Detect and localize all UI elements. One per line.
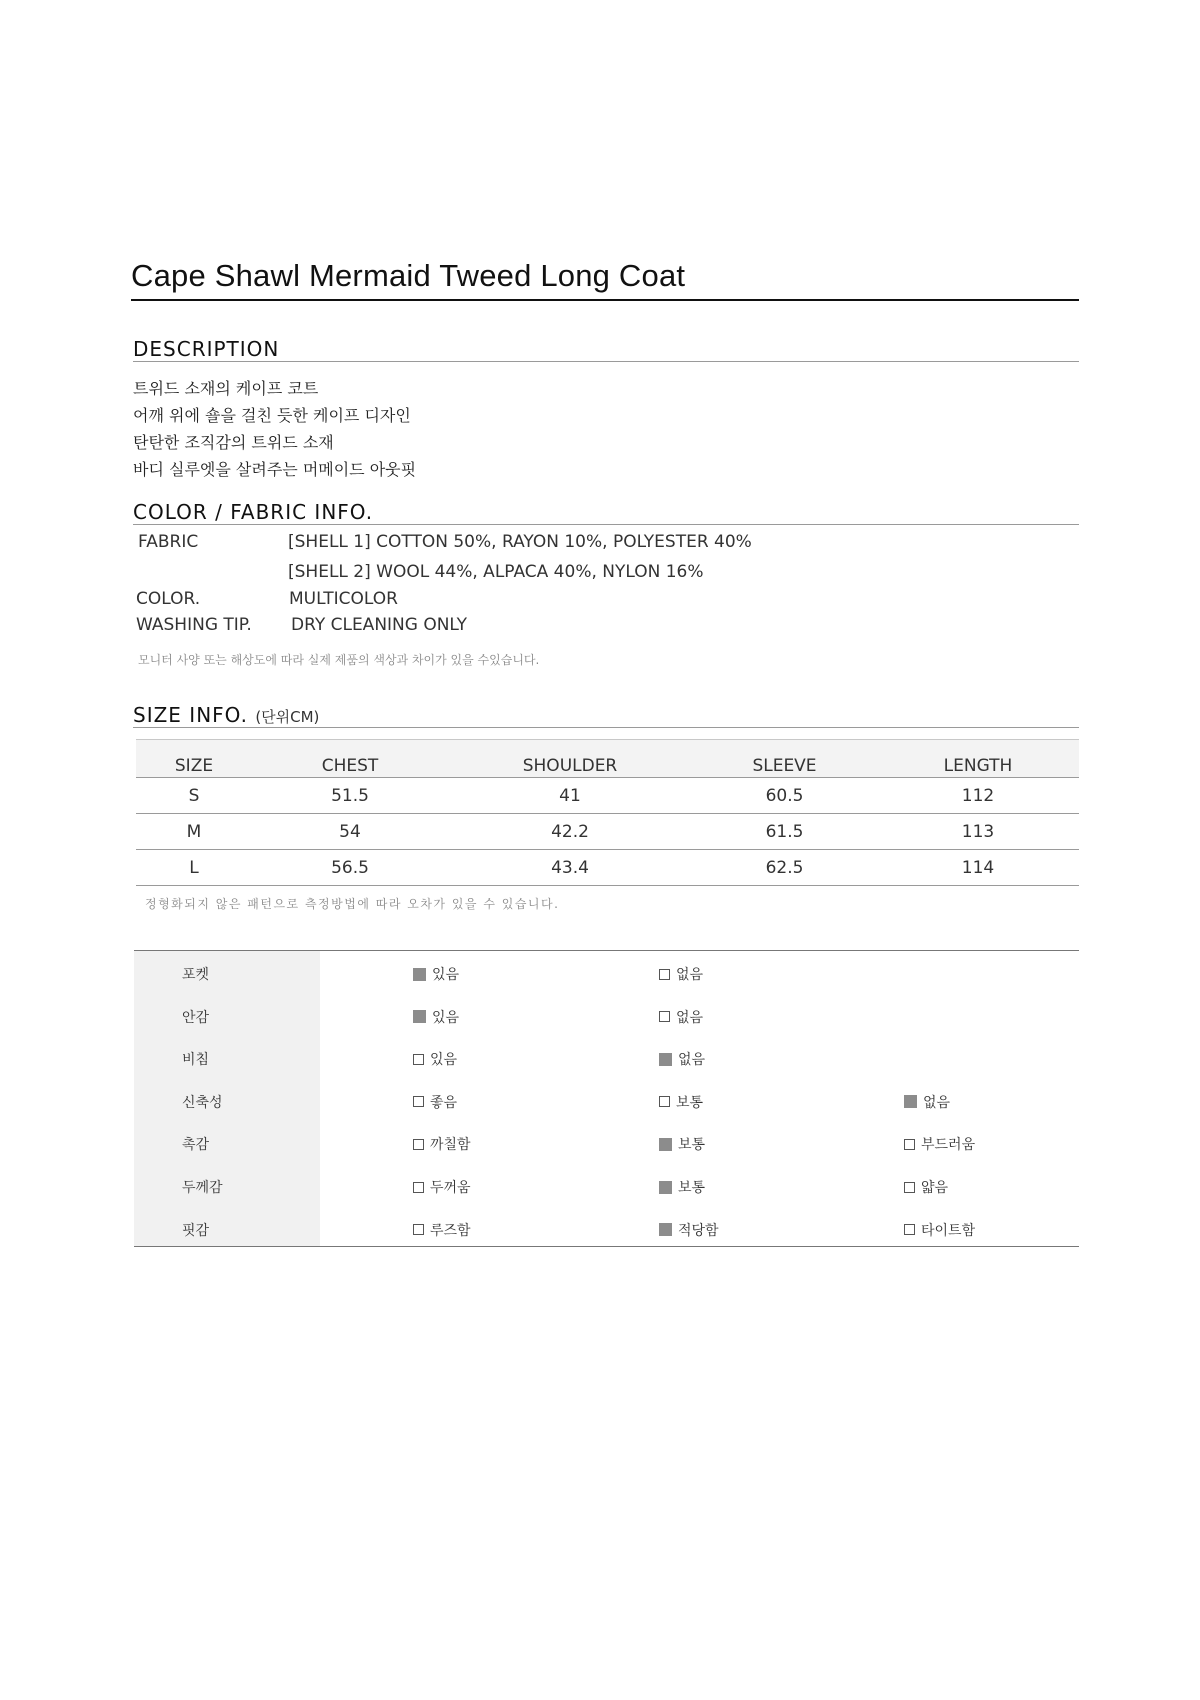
attribute-option-label: 적당함	[678, 1222, 719, 1239]
table-cell: 60.5	[692, 778, 877, 814]
column-header: SIZE	[136, 740, 252, 778]
description-heading: DESCRIPTION	[133, 337, 280, 361]
checked-box-icon	[659, 1223, 672, 1236]
attribute-option-label: 있음	[430, 1052, 458, 1069]
description-divider	[133, 361, 1079, 362]
color-value: MULTICOLOR	[289, 589, 398, 609]
attribute-option-label: 보통	[678, 1137, 706, 1154]
column-header: SHOULDER	[448, 740, 692, 778]
attribute-option	[413, 1220, 471, 1240]
description-line: 탄탄한 조직감의 트위드 소재	[133, 433, 334, 452]
table-cell: S	[136, 778, 252, 814]
attribute-label: 안감	[182, 1009, 210, 1026]
size-info-divider	[133, 727, 1079, 728]
description-line: 어깨 위에 숄을 걸친 듯한 케이프 디자인	[133, 406, 411, 425]
attribute-label: 신축성	[182, 1094, 223, 1111]
table-cell: 43.4	[448, 850, 692, 886]
attribute-option	[904, 1177, 948, 1197]
attribute-row	[134, 964, 1079, 984]
attribute-option-label: 부드러움	[921, 1137, 976, 1154]
attribute-option	[413, 1134, 471, 1154]
washing-value: DRY CLEANING ONLY	[291, 615, 468, 635]
attribute-option-label: 까칠함	[430, 1137, 471, 1154]
attribute-option	[659, 1134, 705, 1154]
attribute-row	[134, 1134, 1079, 1154]
table-cell: 112	[877, 778, 1079, 814]
attribute-label: 포켓	[182, 967, 210, 983]
attribute-option	[659, 1177, 705, 1197]
attribute-option-label: 좋음	[430, 1094, 458, 1111]
attribute-row	[134, 1092, 1079, 1112]
attribute-option-label: 타이트함	[921, 1222, 976, 1239]
checked-box-icon	[659, 1053, 672, 1066]
attribute-label: 두께감	[182, 1180, 223, 1196]
color-label: COLOR.	[136, 589, 201, 609]
attribute-option	[413, 1092, 457, 1112]
table-cell: 56.5	[252, 850, 448, 886]
fabric-label: FABRIC	[138, 532, 199, 552]
title-divider	[131, 299, 1079, 301]
description-line: 바디 실루엣을 살려주는 머메이드 아웃핏	[133, 460, 417, 479]
attribute-option-label: 얇음	[921, 1180, 949, 1196]
table-cell: 61.5	[692, 814, 877, 850]
table-row	[136, 814, 1079, 850]
attribute-label: 촉감	[182, 1137, 210, 1154]
attribute-label: 비침	[182, 1052, 210, 1069]
checked-box-icon	[413, 1010, 426, 1023]
washing-label: WASHING TIP.	[136, 615, 252, 635]
attribute-option	[904, 1092, 950, 1112]
table-row	[136, 778, 1079, 814]
attribute-option	[659, 1092, 703, 1112]
table-cell: M	[136, 814, 252, 850]
attribute-row	[134, 1177, 1079, 1197]
attribute-option-label: 없음	[676, 967, 704, 983]
checked-box-icon	[904, 1095, 917, 1108]
description-line: 트위드 소재의 케이프 코트	[133, 379, 319, 398]
table-cell: 62.5	[692, 850, 877, 886]
attribute-row	[134, 1049, 1079, 1069]
checked-box-icon	[413, 968, 426, 981]
attribute-option	[659, 964, 703, 984]
size-table	[136, 739, 1079, 886]
attribute-option	[413, 964, 459, 984]
unchecked-box-icon	[413, 1224, 424, 1235]
attribute-row	[134, 1220, 1079, 1240]
attribute-option-label: 있음	[432, 967, 460, 983]
attribute-option	[659, 1049, 705, 1069]
attribute-option	[413, 1007, 459, 1027]
attribute-option-label: 없음	[676, 1009, 704, 1026]
color-disclaimer: 모니터 사양 또는 해상도에 따라 실제 제품의 색상과 차이가 있을 수있습니다.	[138, 653, 540, 667]
checked-box-icon	[659, 1181, 672, 1194]
size-disclaimer: 정형화되지 않은 패턴으로 측정방법에 따라 오차가 있을 수 있습니다.	[145, 897, 560, 911]
fabric-info-divider	[133, 524, 1079, 525]
attribute-option	[659, 1007, 703, 1027]
unchecked-box-icon	[659, 969, 670, 980]
attribute-row	[134, 1007, 1079, 1027]
size-table-header	[136, 740, 1079, 778]
fabric-info-heading: COLOR / FABRIC INFO.	[133, 500, 374, 524]
fabric-shell-1: [SHELL 1] COTTON 50%, RAYON 10%, POLYESTER 40%	[288, 532, 752, 552]
table-row	[136, 850, 1079, 886]
unchecked-box-icon	[904, 1182, 915, 1193]
attribute-option-label: 없음	[923, 1094, 951, 1111]
fabric-shell-2: [SHELL 2] WOOL 44%, ALPACA 40%, NYLON 16%	[288, 562, 704, 582]
unchecked-box-icon	[659, 1011, 670, 1022]
attribute-option-label: 보통	[678, 1180, 706, 1196]
attribute-option-label: 있음	[432, 1009, 460, 1026]
table-cell: 42.2	[448, 814, 692, 850]
column-header: SLEEVE	[692, 740, 877, 778]
table-cell: 51.5	[252, 778, 448, 814]
attribute-option	[413, 1049, 457, 1069]
fabric-attributes-table	[134, 950, 1079, 1247]
unchecked-box-icon	[904, 1139, 915, 1150]
column-header: LENGTH	[877, 740, 1079, 778]
attribute-option-label: 루즈함	[430, 1222, 471, 1239]
attribute-option	[659, 1220, 719, 1240]
table-cell: L	[136, 850, 252, 886]
table-cell: 113	[877, 814, 1079, 850]
checked-box-icon	[659, 1138, 672, 1151]
size-unit: (단위CM)	[255, 708, 320, 726]
attribute-label: 핏감	[182, 1222, 210, 1239]
unchecked-box-icon	[659, 1096, 670, 1107]
table-cell: 54	[252, 814, 448, 850]
product-title: Cape Shawl Mermaid Tweed Long Coat	[131, 258, 686, 293]
attribute-option	[904, 1134, 975, 1154]
unchecked-box-icon	[413, 1182, 424, 1193]
attribute-option-label: 보통	[676, 1094, 704, 1111]
table-cell: 114	[877, 850, 1079, 886]
attribute-option-label: 두꺼움	[430, 1180, 471, 1196]
unchecked-box-icon	[413, 1139, 424, 1150]
unchecked-box-icon	[413, 1096, 424, 1107]
size-info-title: SIZE INFO.	[133, 703, 248, 727]
unchecked-box-icon	[904, 1224, 915, 1235]
attribute-option-label: 없음	[678, 1052, 706, 1069]
size-info-heading	[133, 703, 319, 727]
column-header: CHEST	[252, 740, 448, 778]
attribute-option	[904, 1220, 975, 1240]
attribute-option	[413, 1177, 471, 1197]
unchecked-box-icon	[413, 1054, 424, 1065]
table-cell: 41	[448, 778, 692, 814]
